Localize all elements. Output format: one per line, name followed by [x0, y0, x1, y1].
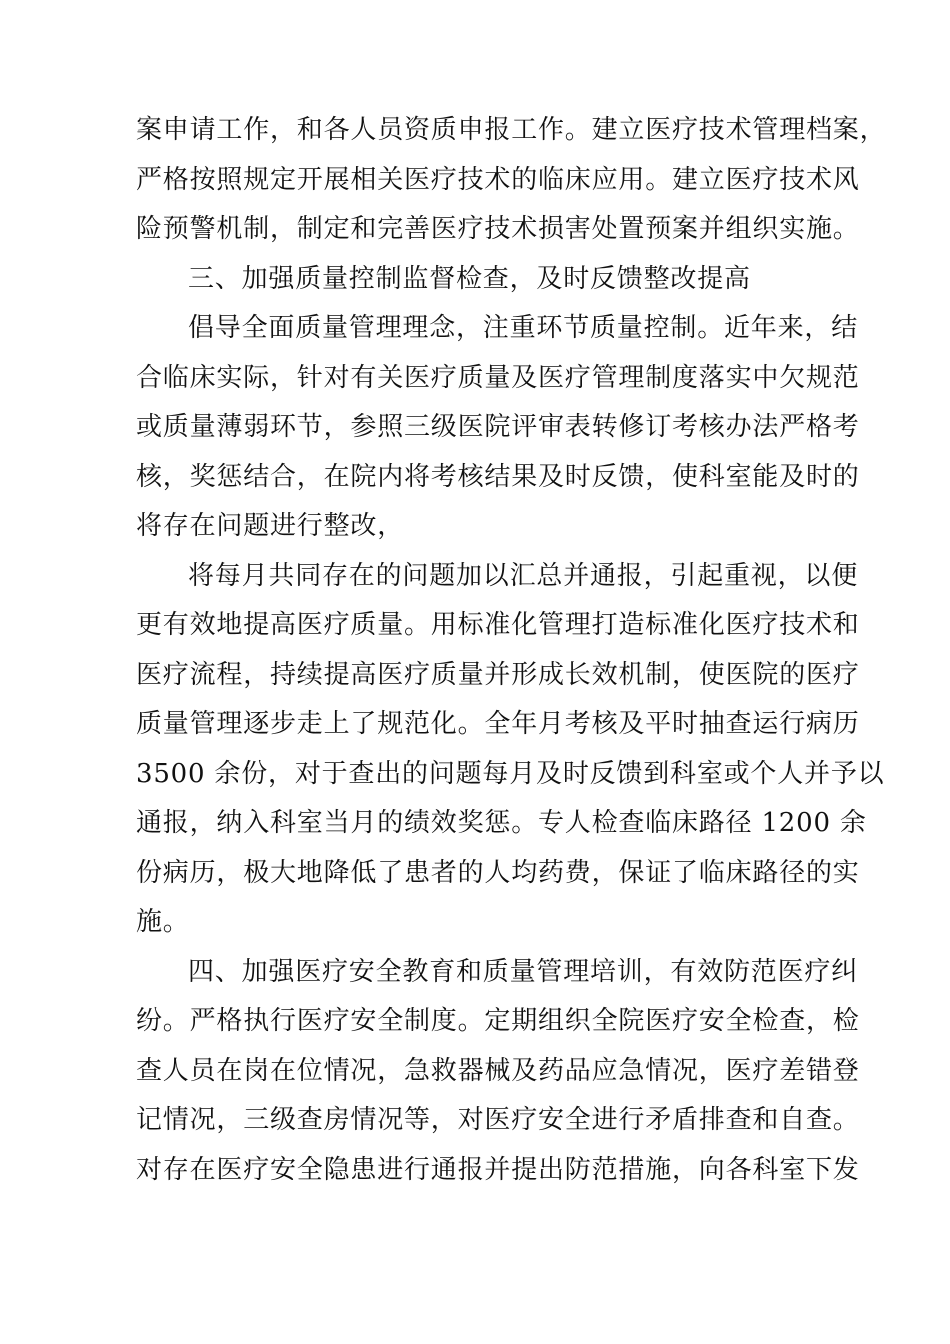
- text-line: 核，奖惩结合，在院内将考核结果及时反馈，使科室能及时的: [136, 461, 860, 492]
- text-line: 险预警机制，制定和完善医疗技术损害处置预案并组织实施。: [136, 214, 860, 244]
- section-heading: 四、加强医疗安全教育和质量管理培训，有效防范医疗纠: [188, 956, 859, 987]
- text-line: 查人员在岗在位情况，急救器械及药品应急情况，医疗差错登: [136, 1055, 860, 1086]
- paragraph-start-line: 倡导全面质量管理理念，注重环节质量控制。近年来，结: [188, 313, 859, 343]
- text-line: 更有效地提高医疗质量。用标准化管理打造标准化医疗技术和: [136, 610, 860, 640]
- text-line: 3500 余份，对于查出的问题每月及时反馈到科室或个人并予以: [136, 758, 885, 789]
- text-line: 合临床实际，针对有关医疗质量及医疗管理制度落实中欠规范: [136, 362, 860, 393]
- text-line: 将存在问题进行整改，: [136, 511, 405, 541]
- text-line: 施。: [136, 907, 190, 937]
- text-line: 记情况，三级查房情况等，对医疗安全进行矛盾排查和自查。: [136, 1105, 860, 1135]
- text-line: 纷。严格执行医疗安全制度。定期组织全院医疗安全检查，检: [136, 1006, 860, 1036]
- text-line: 质量管理逐步走上了规范化。全年月考核及平时抽查运行病历: [136, 709, 860, 739]
- text-line: 严格按照规定开展相关医疗技术的临床应用。建立医疗技术风: [136, 164, 860, 195]
- paragraph-start-line: 将每月共同存在的问题加以汇总并通报，引起重视，以便: [188, 560, 859, 591]
- body-text: [136, 106, 887, 1195]
- text-line: 对存在医疗安全隐患进行通报并提出防范措施，向各科室下发: [136, 1154, 860, 1185]
- text-line: 案申请工作，和各人员资质申报工作。建立医疗技术管理档案，: [136, 115, 887, 145]
- section-heading: 三、加强质量控制监督检查，及时反馈整改提高: [188, 263, 751, 294]
- text-line: 通报，纳入科室当月的绩效奖惩。专人检查临床路径 1200 余: [136, 808, 867, 838]
- text-line: 或质量薄弱环节，参照三级医院评审表转修订考核办法严格考: [136, 412, 860, 442]
- text-line: 份病历，极大地降低了患者的人均药费，保证了临床路径的实: [136, 857, 860, 888]
- text-line: 医疗流程，持续提高医疗质量并形成长效机制，使医院的医疗: [136, 659, 860, 690]
